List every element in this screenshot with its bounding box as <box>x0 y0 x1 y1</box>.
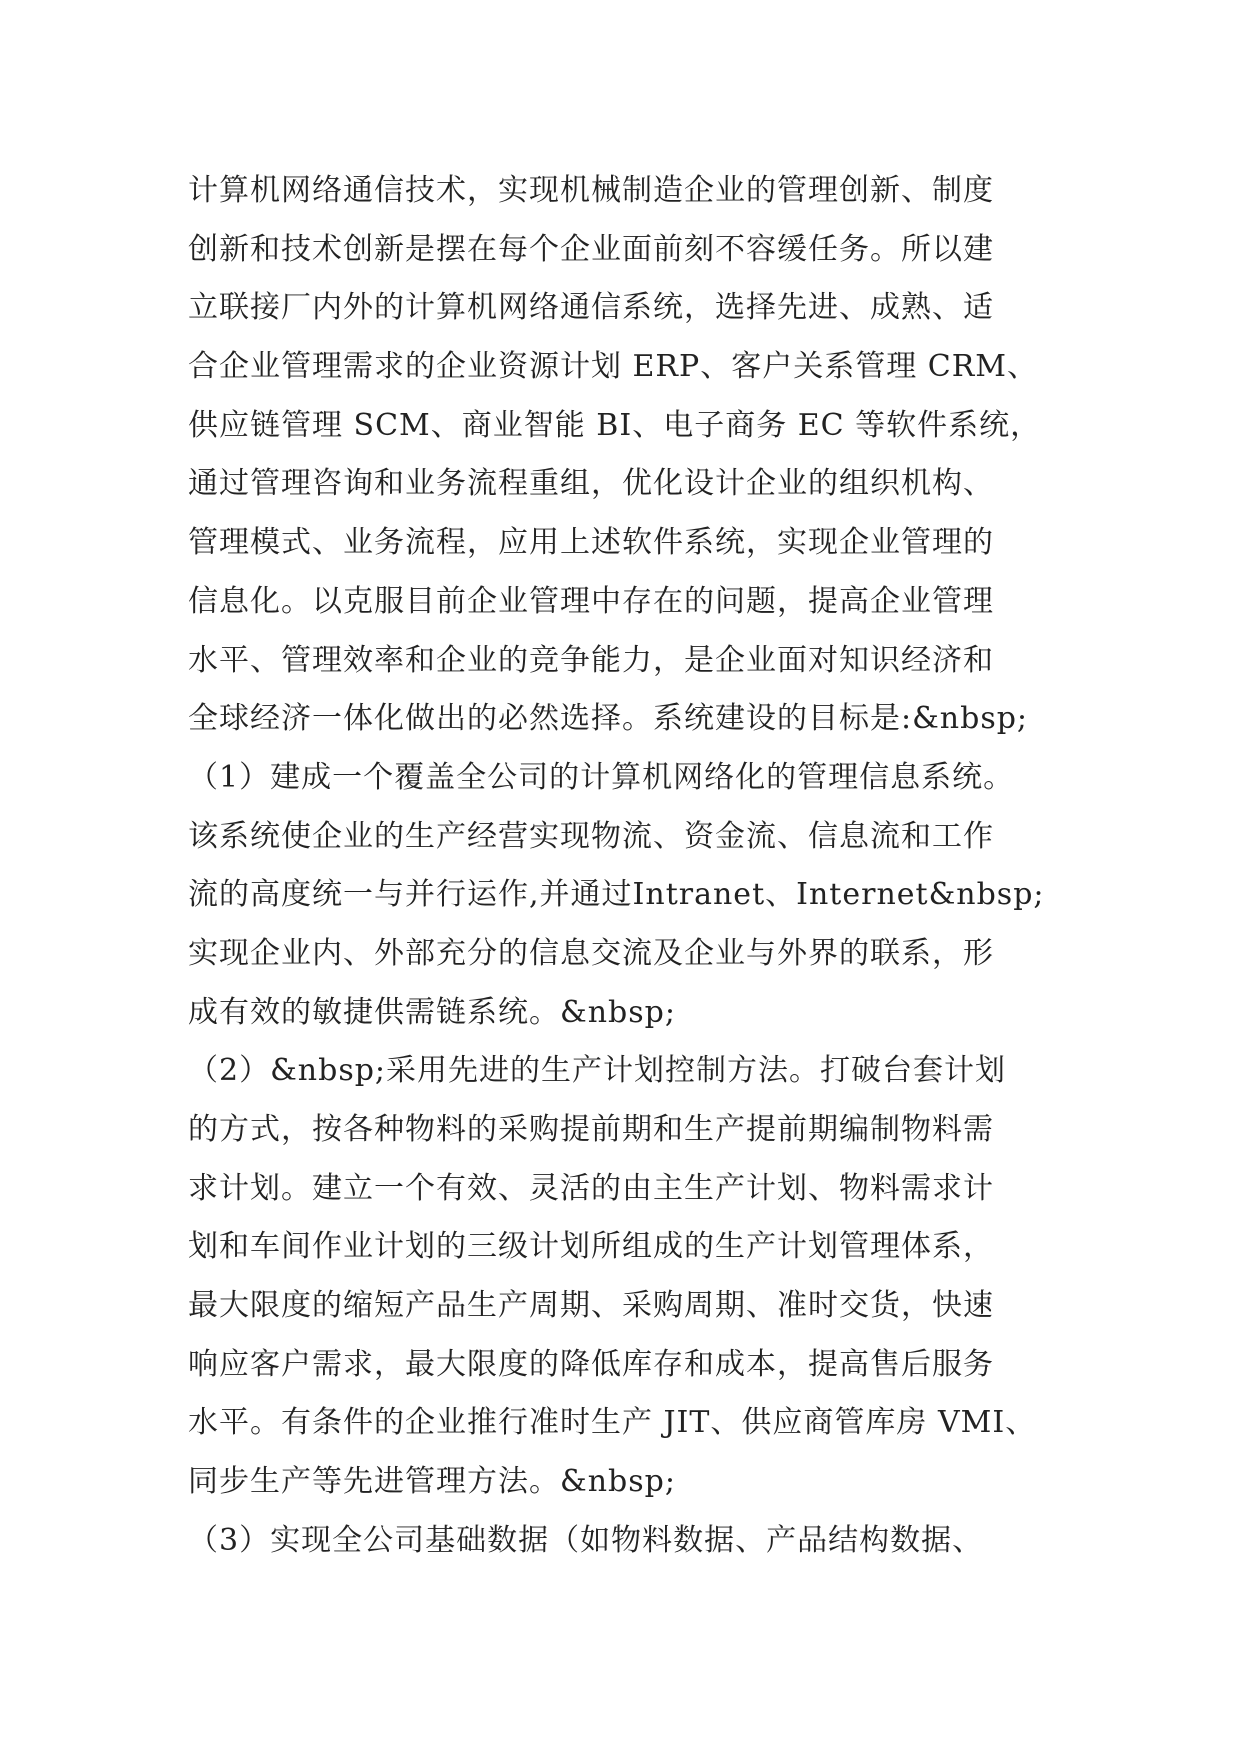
text-line: 最大限度的缩短产品生产周期、采购周期、准时交货，快速 <box>188 1288 994 1324</box>
text-line: 水平。有条件的企业推行准时生产 JIT、供应商管库房 VMI、 <box>188 1405 1037 1441</box>
text-line: 合企业管理需求的企业资源计划 ERP、客户关系管理 CRM、 <box>188 349 1039 385</box>
text-line: 计算机网络通信技术，实现机械制造企业的管理创新、制度 <box>188 173 994 208</box>
text-line: （1）建成一个覆盖全公司的计算机网络化的管理信息系统。 <box>188 759 1015 795</box>
body-text <box>188 162 1068 1571</box>
text-line: 创新和技术创新是摆在每个企业面前刻不容缓任务。所以建 <box>188 231 994 267</box>
text-line: 响应客户需求，最大限度的降低库存和成本，提高售后服务 <box>188 1346 994 1382</box>
text-line: （3）实现全公司基础数据（如物料数据、产品结构数据、 <box>188 1522 984 1558</box>
text-line: 成有效的敏捷供需链系统。&nbsp; <box>188 994 676 1030</box>
text-line: 划和车间作业计划的三级计划所组成的生产计划管理体系， <box>188 1229 994 1265</box>
text-line: 流的高度统一与并行运作,并通过Intranet、Internet&nbsp; <box>188 877 1045 913</box>
text-line: 求计划。建立一个有效、灵活的由主生产计划、物料需求计 <box>188 1170 994 1206</box>
text-line: 供应链管理 SCM、商业智能 BI、电子商务 EC 等软件系统， <box>188 407 1042 443</box>
text-line: 水平、管理效率和企业的竞争能力，是企业面对知识经济和 <box>188 642 994 678</box>
text-line: 立联接厂内外的计算机网络通信系统，选择先进、成熟、适 <box>188 290 994 326</box>
text-line: 信息化。以克服目前企业管理中存在的问题，提高企业管理 <box>188 583 994 619</box>
text-line: 管理模式、业务流程，应用上述软件系统，实现企业管理的 <box>188 525 994 561</box>
text-line: 实现企业内、外部充分的信息交流及企业与外界的联系，形 <box>188 935 994 971</box>
text-line: 同步生产等先进管理方法。&nbsp; <box>188 1464 676 1500</box>
text-line: 该系统使企业的生产经营实现物流、资金流、信息流和工作 <box>188 818 994 854</box>
text-line: 通过管理咨询和业务流程重组，优化设计企业的组织机构、 <box>188 466 994 502</box>
text-line: （2）&nbsp;采用先进的生产计划控制方法。打破台套计划 <box>188 1053 1007 1089</box>
text-line: 的方式，按各种物料的采购提前期和生产提前期编制物料需 <box>188 1112 994 1147</box>
text-line: 全球经济一体化做出的必然选择。系统建设的目标是:&nbsp; <box>188 701 1029 737</box>
